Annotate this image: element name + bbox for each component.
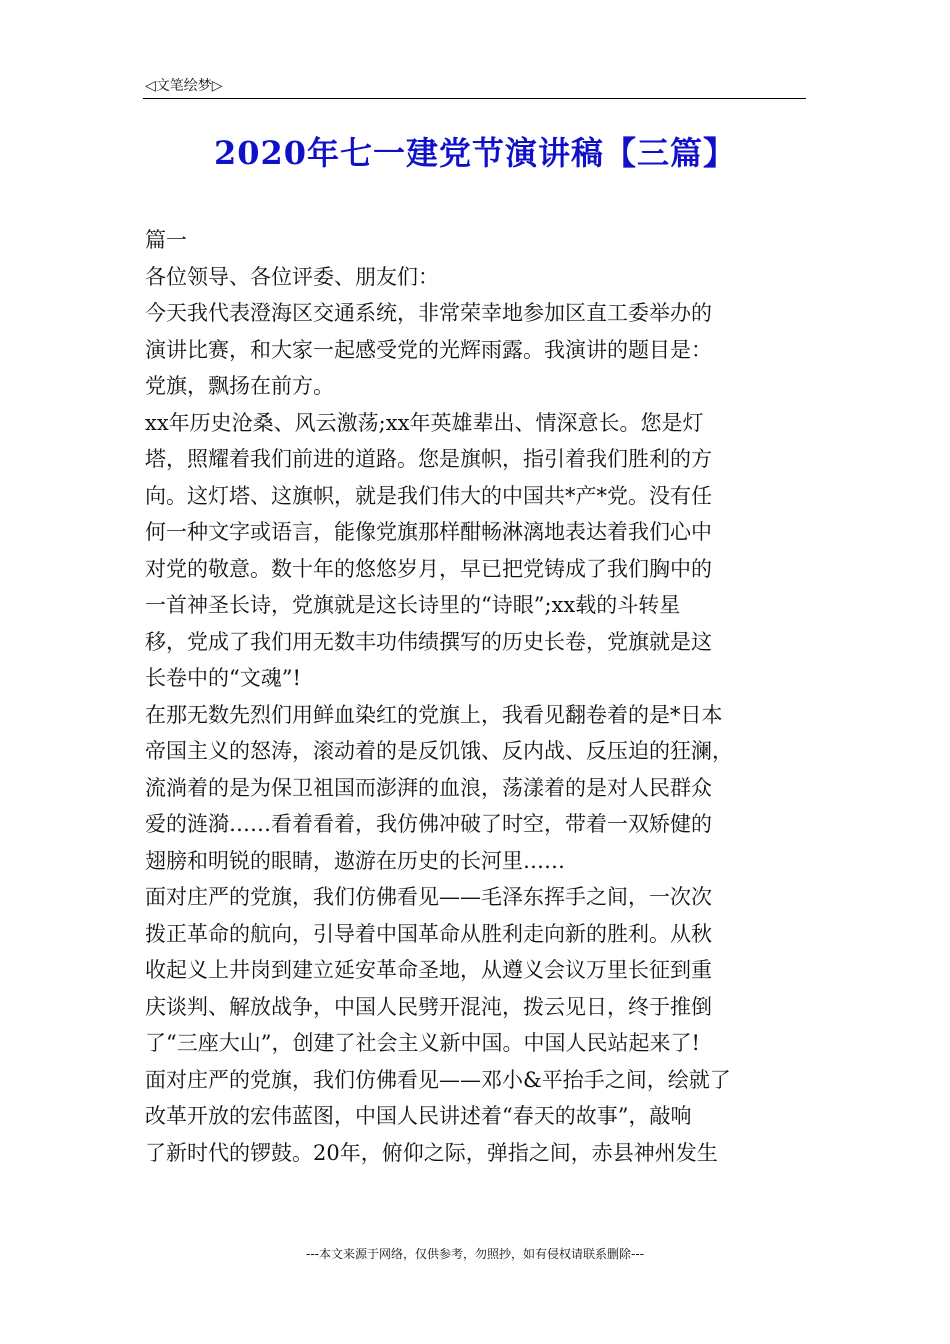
body-line: 塔，照耀着我们前进的道路。您是旗帜，指引着我们胜利的方 (145, 447, 712, 471)
body-line: 今天我代表澄海区交通系统，非常荣幸地参加区直工委举办的 (145, 301, 712, 325)
body-line: 帝国主义的怒涛，滚动着的是反饥饿、反内战、反压迫的狂澜， (145, 739, 733, 763)
body-line: 演讲比赛，和大家一起感受党的光辉雨露。我演讲的题目是： (145, 337, 712, 362)
body-line: 收起义上井岗到建立延安革命圣地，从遵义会议万里长征到重 (145, 958, 712, 982)
body-line: 在那无数先烈们用鲜血染红的党旗上，我看见翻卷着的是*日本 (145, 702, 723, 727)
body-line: 长卷中的“文魂”! (145, 666, 301, 690)
body-line: 何一种文字或语言，能像党旗那样酣畅淋漓地表达着我们心中 (145, 520, 712, 544)
body-line: 翅膀和明锐的眼睛，遨游在历史的长河里…… (145, 848, 565, 873)
body-line: 面对庄严的党旗，我们仿佛看见——毛泽东挥手之间，一次次 (145, 885, 712, 909)
body-line: 移，党成了我们用无数丰功伟绩撰写的历史长卷，党旗就是这 (145, 629, 712, 654)
body-line: 庆谈判、解放战争，中国人民劈开混沌，拨云见日，终于推倒 (145, 994, 712, 1019)
page-header (143, 74, 806, 99)
body-line: 面对庄严的党旗，我们仿佛看见——邓小&平抬手之间，绘就了 (145, 1067, 731, 1092)
body-line: 向。这灯塔、这旗帜，就是我们伟大的中国共*产*党。没有任 (145, 483, 712, 508)
body-line: 党旗，飘扬在前方。 (145, 374, 334, 398)
document-body (145, 222, 805, 1171)
header-label: ◁文笔绘梦▷ (145, 78, 223, 94)
body-line: 爱的涟漪……看着看着，我仿佛冲破了时空，带着一双矫健的 (145, 812, 712, 836)
body-line: 了新时代的锣鼓。20年，俯仰之际，弹指之间，赤县神州发生 (145, 1140, 718, 1165)
page-footer: ---本文来源于网络，仅供参考，勿照抄，如有侵权请联系删除--- (306, 1247, 644, 1261)
body-line: 一首神圣长诗，党旗就是这长诗里的“诗眼”;xx载的斗转星 (145, 593, 681, 617)
body-line: 各位领导、各位评委、朋友们： (145, 264, 439, 289)
body-line: 拨正革命的航向，引导着中国革命从胜利走向新的胜利。从秋 (145, 921, 712, 946)
body-line: 了“三座大山”，创建了社会主义新中国。中国人民站起来了! (145, 1031, 700, 1055)
body-line: 流淌着的是为保卫祖国而澎湃的血浪，荡漾着的是对人民群众 (145, 775, 712, 800)
section-heading: 篇一 (145, 228, 187, 252)
body-line: 改革开放的宏伟蓝图，中国人民讲述着“春天的故事”，敲响 (145, 1104, 692, 1128)
document-title: 2020年七一建党节演讲稿【三篇】 (213, 134, 737, 172)
body-line: 对党的敬意。数十年的悠悠岁月，早已把党铸成了我们胸中的 (145, 556, 712, 581)
body-line: xx年历史沧桑、风云激荡;xx年英雄辈出、情深意长。您是灯 (145, 410, 704, 435)
